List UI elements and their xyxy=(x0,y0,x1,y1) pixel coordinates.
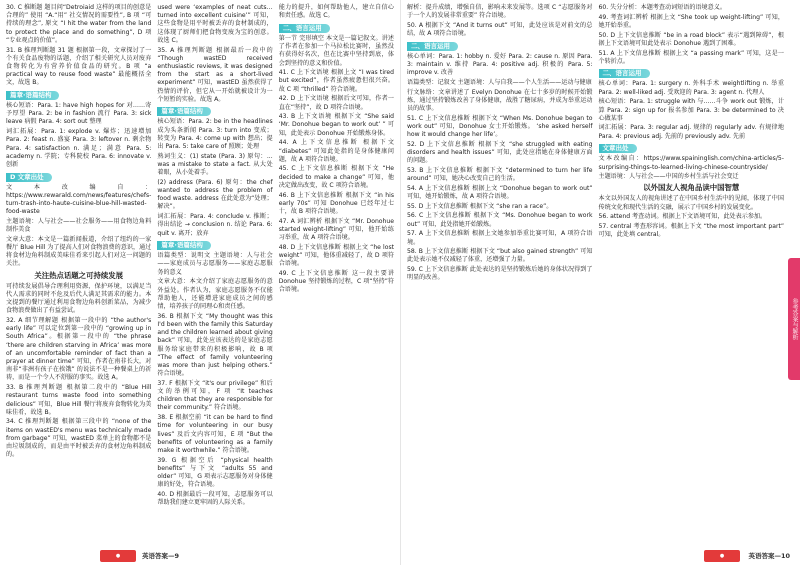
answer-paragraph: 52. D 上下文信息推断 根据下文 “she struggled with eating disorders and health issues” 可知，此处应指她在身体健康方面的问题。 xyxy=(407,140,593,165)
answer-paragraph: 语篇类型：记叙文 主题语境：人与自我——个人生活——运动与健康 xyxy=(407,78,592,86)
answer-paragraph: 核心短语：Para. 1: struggle with 与……斗争 work out 锻炼，计算 Para. 2: sign up for 报名参加 Para. 3: be determined to 决心做某事 xyxy=(598,98,784,122)
answer-paragraph: 41. C 上下文语境 根据上文 “I was tired but excited”，作者虽然疲惫但很兴奋。故 C 项 “thrilled” 符合语境。 xyxy=(278,69,395,93)
answer-paragraph: 34. C 推理判断题 根据第三段中的 “none of the items on wastED's menu was technically made from garbage” 可知，wastED 菜单上的食物都不是由垃圾制成的，而是由平时被丢弃的食材边角料制成的。 xyxy=(6,418,152,459)
answer-paragraph: 39. G 根据空后 “physical health benefits” 与下文 “adults 55 and older” 可知，G 项表示志愿服务对身体健康的好处，符合语境。 xyxy=(157,456,273,489)
answer-paragraph: 38. E 根据空前 “it can be hard to find time for volunteering in our busy lives” 及后文内容可知，E 项 “But the benefits of volunteering as a family make it worthwhile.” 符合语境。 xyxy=(157,414,273,454)
answer-paragraph: 词汇拓展：Para. 4: conclude v. 推断；得出结论 → conclusion n. 结论 Para. 6: quit v. 离开；放弃 xyxy=(157,213,273,237)
answer-paragraph: 40. D 根据最后一段可知，志愿服务可以帮助我们建立更牢固的人际关系。 xyxy=(157,490,273,507)
answer-paragraph: 35. A 推理判断题 根据最后一段中的 “Though wastED received enthusiastic reviews, it was designed from the start as a short-lived experiment” 可知，wastED 虽然获得了热情的评价，但它从一开始就被设计为一个短暂的实验。故选 A。 xyxy=(157,46,273,103)
page-number-right: 英语答案—10 xyxy=(748,551,790,560)
answer-paragraph: 43. B 上下文语境 根据下文 “She said ‘Mr. Donohue began to work out’ ” 可知，此处表示 Donohue 开始锻炼身体。 xyxy=(278,113,395,137)
section-banner: 二、语言运用 xyxy=(599,69,650,78)
answer-paragraph: 核心短语：Para. 2: be in the headlines 成为头条新闻 Para. 3: turn into 变成；转变为 Para. 4: come up with 想出；提出 Para. 5: take care of 照顾；处理 xyxy=(157,118,273,151)
right-footer xyxy=(401,548,800,562)
section-banner: 二、语言运用 xyxy=(407,42,458,51)
left-column-2 xyxy=(157,4,272,545)
answer-paragraph: 核心单词：Para. 1: hobby n. 爱好 Para. 2: cause n. 原因 Para. 3: maintain v. 维持 Para. 4: positive adj. 积极的 Para. 5: improve v. 改善 xyxy=(407,52,593,77)
answer-paragraph: 文本改编自：https://www.rewarald.com/news/features/chefs-turn-trash-into-haute-cuisine-blue-hill-wasted-food-waste xyxy=(6,183,152,216)
answer-paragraph: used were ‘examples of neat cuts… turned into excellent cuisine’” 可知，这些食物是用平时被丢弃的食材制成的，这体现了厨师们把食物变废为宝的创意。故选 C。 xyxy=(157,4,273,44)
answer-paragraph: 32. A 细节理解题 根据第一段中的 “the author's early life” 可以定位到第一段中的 “growing up in South Africa”。根据第一段中的 “the phrase ‘there are children starving in Africa’ was more of an uncomfortable reminder of fact than a prayer at dinner time” 可知，作者在南非长大，对南非“非洲有孩子在挨饿” 的说法不是一种餐桌上的祈祷，而是一个令人不舒服的事实。故选 A。 xyxy=(6,317,152,382)
answer-paragraph: 解析：提升成绩，增强自信，影响未来发展等。选项 C “志愿服务对于一个人的发展非常重要” 符合语境。 xyxy=(407,4,593,20)
right-page xyxy=(400,0,800,565)
answer-paragraph: 第一节 完形填空 本文是一篇记叙文。讲述了作者在参加一个马拉松比赛时，虽然没有获得好名次，但在比赛中坚持到底，体会到坚持的意义和价值。 xyxy=(278,34,395,67)
answer-paragraph: 语篇类型：说明文 主题语境：人与社会——家庭成员与志愿服务——家庭志愿服务的意义 xyxy=(157,252,273,276)
answer-paragraph: 51. A 上下文信息推断 根据上文 “a passing mark” 可知，这是一个转折点。 xyxy=(598,49,784,65)
answer-paragraph: 57. central 考查形容词。根据上下文 “the most important part” 可知，此处填 central。 xyxy=(598,223,784,239)
answer-paragraph: 核心短语：Para. 1: have high hopes for 对……寄予厚望 Para. 2: be in fashion 流行 Para. 3: sick leave 病假 Para. 4: sort out 整理 xyxy=(6,102,152,126)
section-banner: 二、语言运用 xyxy=(279,24,330,33)
answer-paragraph: 主题语境：人与社会——中国的乡村生活与社会变迁 xyxy=(598,173,739,181)
answer-paragraph: 熟词生义：(1) state (Para. 3) 原句：... was a mistake to state a fact. 从大处着眼，从小处着手。 xyxy=(157,152,273,177)
section-banner: D 文章出处 xyxy=(6,173,52,182)
answer-paragraph: 能力的提升，如何帮助他人，建立自信心和责任感。故选 C。 xyxy=(278,4,395,20)
section-banner: 文章出处 xyxy=(599,144,637,153)
answer-paragraph: 49. 考查词汇辨析 根据上文 “She took up weight-lifting” 可知，她开始举重。 xyxy=(598,13,784,29)
answer-paragraph: 31. B 推理判断题 31 题 根据第一段，文章探讨了一个有关食品废物的话题，介绍了相关研究人员对废弃食物转化为有营养价值食品的研究。B 项 “a practical way to reuse food waste” 最能概括全文，故选 B。 xyxy=(6,46,152,87)
answer-paragraph: 50. D 上下文信息推断 “be in a road block” 表示“遇到障碍”，根据上下文语境可知此处表示 Donohue 遇到了困难。 xyxy=(598,31,784,47)
answer-paragraph: 30. C 推断题 题目问“Detroiaid 这样的项目的创意是合理的” 使用 “A.“用” 社交情况的需要性”, B 项 “可持续的理念”, 原文 “I hit the water from the land to protect the place and do something”, D 项 “专业观点的价值”。 xyxy=(6,4,152,44)
answer-paragraph: 48. D 上下文信息推断 根据上文 “he lost weight” 可知，他体重减轻了，故 D 项符合语境。 xyxy=(278,243,395,268)
answer-paragraph: 53. B 上下文信息推断 根据下文 “determined to turn her life around” 可知，她决心改变自己的生活。 xyxy=(407,166,593,183)
section-banner: 篇章·语篇结构 xyxy=(157,107,210,116)
answer-paragraph: 词汇拓展：Para. 3: regular adj. 规律的 regularly adv. 有规律地 Para. 4: previous adj. 先前的 previously adv. 先前 xyxy=(598,124,784,140)
page-number-left: 英语答案—9 xyxy=(142,551,180,560)
answer-paragraph: 57. A 上下文信息推断 根据上文她参加举重比赛可知，A 项符合语境。 xyxy=(407,230,593,246)
section-title: 以外国友人视角品读中国智慧 xyxy=(643,183,740,193)
answer-paragraph: 59. C 上下文信息推断 此处表达的是坚持锻炼后她的身体状况得到了明显的改善。 xyxy=(407,266,593,282)
answer-paragraph: 核心单词：Para. 1: surgery n. 外科手术 weightlifting n. 举重 Para. 2: well-liked adj. 受欢迎的 Para. 3: agent n. 代理人 xyxy=(598,80,784,96)
right-column-2 xyxy=(599,4,785,545)
answer-paragraph: 42. D 上下文语境 根据后文可知，作者一直在“坚持”，故 D 项符合语境。 xyxy=(278,95,395,111)
answer-paragraph: 文章大意：本文是一篇新闻报道，介绍了纽约的一家餐厅 Blue Hill 为了提高人们对食物浪费的意识，通过将食材边角料制成美味佳肴来引起人们对这一问题的关注。 xyxy=(6,235,152,268)
left-column-3 xyxy=(279,4,394,545)
answer-paragraph: 45. C 上下文信息推断 根据下文 “He decided to make a change” 可知，他决定做出改变，故 C 项符合语境。 xyxy=(278,165,395,189)
answer-paragraph: 49. C 上下文信息推断 这一段主要讲 Donohue 坚持锻炼的过程，C 项“坚持”符合语境。 xyxy=(278,269,395,294)
answer-paragraph: 行文脉络：文章讲述了 Evelyn Donohue 在七十多岁的时候开始锻炼，通过坚持锻炼改善了身体健康，战胜了糖尿病，并成为举重运动员的故事。 xyxy=(407,88,593,113)
answer-paragraph: 60. 失分分析：本题考查动词短语的语境意义。 xyxy=(598,4,726,11)
answer-paragraph: 主题语境：人与社会——社会服务——用食物边角料制作美食 xyxy=(6,217,152,234)
right-column-1 xyxy=(407,4,593,545)
side-tab: 参考答案与解析 xyxy=(788,258,800,380)
answer-paragraph: 37. F 根据下文 “it's our privilege” 和后文的举例可知，F 项 “It teaches children that they are responsible for their community.” 符合语境。 xyxy=(157,379,273,412)
answer-paragraph: 56. C 上下文信息推断 根据下文 “Ms. Donohue began to work out” 可知，此处指她开始锻炼。 xyxy=(407,212,593,228)
answer-paragraph: 56. attend 考查动词。根据上下文语境可知，此处表示参加。 xyxy=(598,213,767,221)
answer-paragraph: 44. A 上下文信息推断 根据下文 “diabetes” 可知此处指的是身体健康问题，故 A 项符合语境。 xyxy=(278,139,395,163)
section-title: 关注热点话题之可持续发展 xyxy=(34,270,124,280)
answer-paragraph: 可持续发展倡导合理利用资源，保护环境，以满足当代人需求的同时不危及后代人满足其需求的能力。本文提到的餐厅通过利用食物边角料创新菜品，为减少食物浪费做出了有益尝试。 xyxy=(6,282,152,315)
answer-paragraph: 46. B 上下文信息推断 根据下文 “in his early 70s” 可知 Donohue 已经年过七十，故 B 项符合语境。 xyxy=(278,191,395,215)
answer-paragraph: 51. C 上下文信息推断 根据下文 “When Ms. Donohue began to work out” 可知，Donohue 女士开始锻炼。 ‘she asked herself how it would change her life’。 xyxy=(407,114,593,139)
publisher-logo: ● xyxy=(100,550,136,562)
publisher-logo: ● xyxy=(704,550,740,562)
section-banner: 篇章·语篇结构 xyxy=(6,91,59,100)
left-footer xyxy=(0,548,400,562)
answer-paragraph: 36. B 根据下文 “My thought was this I'd been with the family this Saturday and the children learned about giving back” 可知，此处应该表达的是家庭志愿服务给家庭带来的积极影响，故 B 项 “The effect of family volunteering was more than just helping others.” 符合语境。 xyxy=(157,312,273,378)
answer-paragraph: 55. D 上下文信息推断 根据下文 “she ran a race”。 xyxy=(407,202,553,210)
section-banner: 篇章·语篇结构 xyxy=(157,241,210,250)
answer-paragraph: (2) address (Para. 6) 原句：the chef wanted to address the problem of food waste. address 在此处意为“处理；解决”。 xyxy=(157,178,273,211)
answer-paragraph: 47. A 词汇辨析 根据下文 “Mr. Donohue started weight-lifting” 可知，他开始练习举重，故 A 项符合语境。 xyxy=(278,217,395,242)
answer-paragraph: 文章大意：本文介绍了家庭志愿服务的意外益处。作者认为，家庭志愿服务不仅能帮助他人，还能增进家庭成员之间的感情，培养孩子的同理心和责任感。 xyxy=(157,278,273,310)
answer-paragraph: 本文以外国友人的视角讲述了在中国乡村生活中的见闻，体现了中国传统文化和现代生活的交融，展示了中国乡村的发展变化。 xyxy=(598,195,784,211)
left-column-1 xyxy=(6,4,151,545)
answer-paragraph: 33. B 推理判断题 根据第二段中的 “Blue Hill restaurant turns waste food into something delicious” 可知，Blue Hill 餐厅将废弃食物转化为美味佳肴，故选 B。 xyxy=(6,384,152,416)
answer-paragraph: 词汇拓展：Para. 1: explode v. 爆炸；迅速增加 Para. 2: feast n. 盛宴 Para. 3: leftover n. 剩余物 Para. 4: satisfaction n. 满足；满意 Para. 5: academy n. 学院；专科院校 Para. 6: innovate v. 创新 xyxy=(6,128,152,168)
answer-paragraph: 54. A 上下文信息推断 根据上文 “Donohue began to work out” 可知，她开始锻炼，故 A 项符合语境。 xyxy=(407,184,593,201)
answer-paragraph: 58. B 上下文信息推断 根据下文 “but also gained strength” 可知此处表示她不仅减轻了体重，还增强了力量。 xyxy=(407,248,593,264)
answer-paragraph: 文本改编自：https://www.spaininglish.com/china-articles/5-surprising-things-to-learned-living-chinese-countryside/ xyxy=(598,155,784,171)
answer-paragraph: 50. A 根据下文 “And it turns out” 可知，此处应该是对前文的总结，故 A 项符合语境。 xyxy=(407,21,593,38)
